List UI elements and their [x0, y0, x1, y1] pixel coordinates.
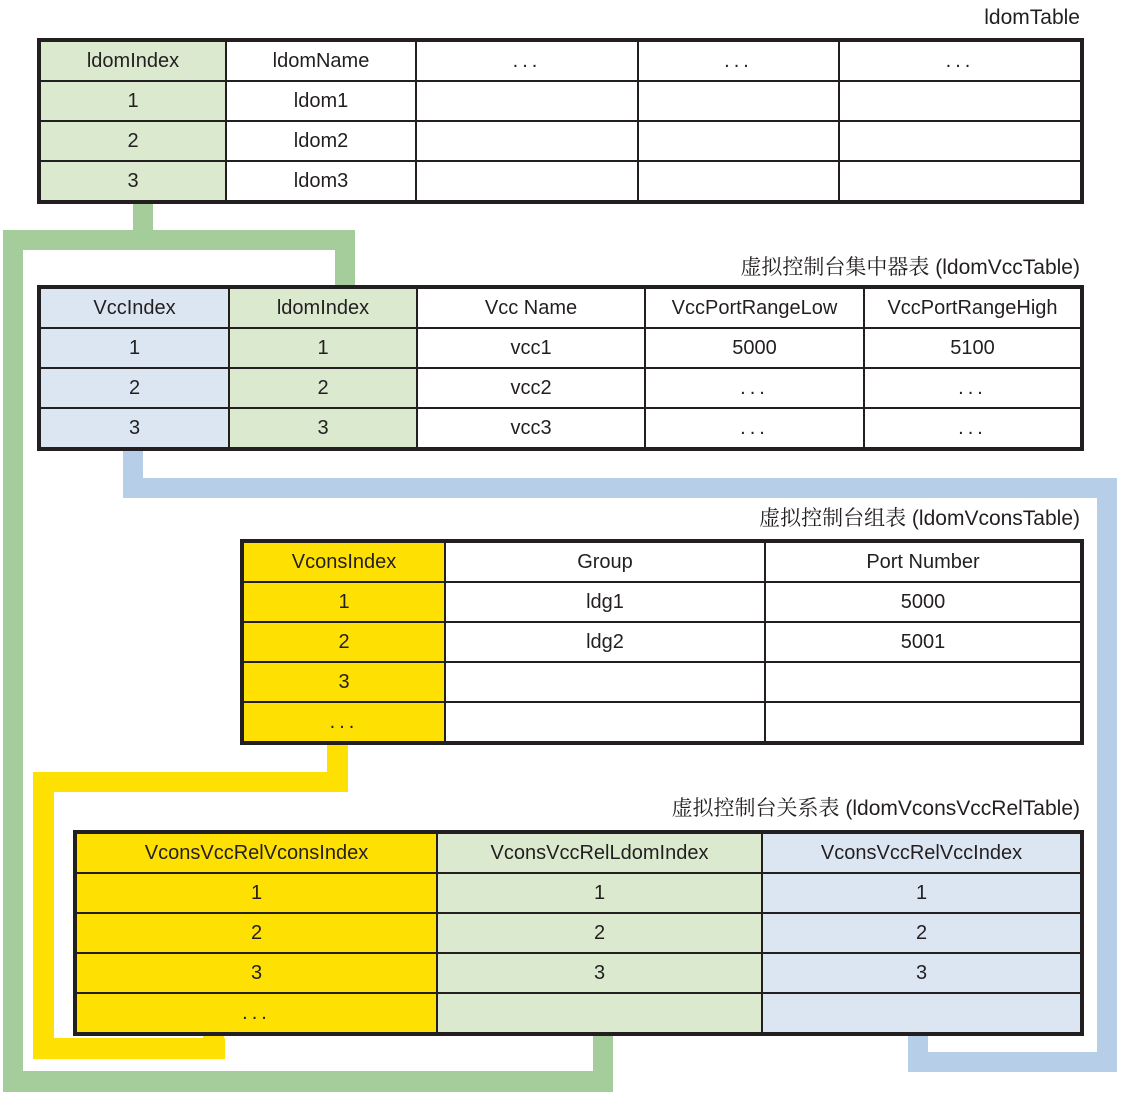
ldom-table-title: ldomTable [984, 6, 1080, 29]
data-cell: 1 [242, 582, 445, 622]
column-header-cell: VconsVccRelVconsIndex [75, 832, 437, 873]
table-row [39, 328, 1082, 368]
column-header-cell: VccPortRangeLow [645, 287, 864, 328]
column-header-cell: ... [638, 40, 839, 81]
data-cell: ... [75, 993, 437, 1034]
data-cell [839, 161, 1082, 202]
ldom-vcons-table [240, 539, 1084, 745]
table-row [242, 582, 1082, 622]
data-cell: 3 [762, 953, 1082, 993]
column-header-cell: ldomIndex [39, 40, 226, 81]
data-cell [839, 81, 1082, 121]
data-cell: vcc3 [417, 408, 645, 449]
table-row [75, 832, 1082, 873]
table-body [39, 328, 1082, 449]
table-row [39, 287, 1082, 328]
data-cell [416, 161, 638, 202]
column-header-cell: VccIndex [39, 287, 229, 328]
column-header-cell: VconsVccRelLdomIndex [437, 832, 762, 873]
data-cell: 2 [437, 913, 762, 953]
table-row [39, 408, 1082, 449]
ldom-table [37, 38, 1084, 204]
data-cell: ... [645, 408, 864, 449]
ldom-vcons-vcc-rel-table [73, 830, 1084, 1036]
data-cell [765, 662, 1082, 702]
green-connector-bottom-band [3, 1071, 613, 1092]
data-cell: 3 [437, 953, 762, 993]
green-connector-left-rail [3, 230, 23, 1092]
data-cell: ... [645, 368, 864, 408]
table-row [75, 873, 1082, 913]
table-header [75, 832, 1082, 873]
data-cell: ldg2 [445, 622, 765, 662]
table-header [39, 287, 1082, 328]
data-cell: 1 [75, 873, 437, 913]
data-cell: vcc1 [417, 328, 645, 368]
data-cell [762, 993, 1082, 1034]
blue-connector-middle-band [123, 478, 1117, 498]
column-header-cell: ... [416, 40, 638, 81]
table-row [75, 913, 1082, 953]
table-header [39, 40, 1082, 81]
column-header-cell: VccPortRangeHigh [864, 287, 1082, 328]
blue-connector-bottom-band [908, 1052, 1117, 1072]
ldom-vcc-table [37, 285, 1084, 451]
green-connector-top-band [3, 230, 355, 250]
data-cell: 1 [437, 873, 762, 913]
data-cell: 5001 [765, 622, 1082, 662]
data-cell: ldom2 [226, 121, 416, 161]
data-cell: 3 [39, 408, 229, 449]
table-row [39, 368, 1082, 408]
table-row [39, 161, 1082, 202]
table-row [242, 541, 1082, 582]
data-cell: 2 [762, 913, 1082, 953]
data-cell: ldg1 [445, 582, 765, 622]
data-cell: 1 [39, 328, 229, 368]
column-header-cell: Vcc Name [417, 287, 645, 328]
column-header-cell: Group [445, 541, 765, 582]
data-cell: 1 [762, 873, 1082, 913]
table-row [242, 702, 1082, 743]
yellow-connector-left-rail [33, 772, 54, 1059]
data-cell [765, 702, 1082, 743]
ldom-vcons-vcc-rel-table-title: 虚拟控制台关系表 (ldomVconsVccRelTable) [671, 797, 1080, 820]
data-cell: 3 [229, 408, 417, 449]
data-cell: 5000 [645, 328, 864, 368]
data-cell: 2 [242, 622, 445, 662]
data-cell: ... [864, 368, 1082, 408]
column-header-cell: ldomIndex [229, 287, 417, 328]
yellow-connector-bottom-band [33, 1038, 225, 1059]
yellow-connector-middle-band [33, 772, 348, 792]
data-cell: ldom3 [226, 161, 416, 202]
ldom-vcc-table-title: 虚拟控制台集中器表 (ldomVccTable) [740, 256, 1080, 279]
data-cell: vcc2 [417, 368, 645, 408]
data-cell [839, 121, 1082, 161]
data-cell: ... [864, 408, 1082, 449]
data-cell: 5000 [765, 582, 1082, 622]
table-row [39, 40, 1082, 81]
table-row [242, 622, 1082, 662]
column-header-cell: VconsVccRelVccIndex [762, 832, 1082, 873]
column-header-cell: ldomName [226, 40, 416, 81]
data-cell [638, 161, 839, 202]
data-cell [416, 81, 638, 121]
blue-connector-right-rail [1097, 478, 1117, 1072]
data-cell: ... [242, 702, 445, 743]
table-body [75, 873, 1082, 1034]
data-cell: 5100 [864, 328, 1082, 368]
data-cell [437, 993, 762, 1034]
data-cell: 1 [39, 81, 226, 121]
data-cell: 2 [75, 913, 437, 953]
table-row [75, 993, 1082, 1034]
table-header [242, 541, 1082, 582]
column-header-cell: VconsIndex [242, 541, 445, 582]
table-row [242, 662, 1082, 702]
data-cell: 2 [39, 368, 229, 408]
data-cell: 2 [229, 368, 417, 408]
column-header-cell: Port Number [765, 541, 1082, 582]
data-cell [638, 81, 839, 121]
ldom-vcons-table-title: 虚拟控制台组表 (ldomVconsTable) [759, 507, 1080, 530]
data-cell: 1 [229, 328, 417, 368]
table-row [75, 953, 1082, 993]
data-cell: 2 [39, 121, 226, 161]
data-cell [445, 702, 765, 743]
column-header-cell: ... [839, 40, 1082, 81]
data-cell: 3 [75, 953, 437, 993]
data-cell [638, 121, 839, 161]
green-connector-drop-to-vcctable [335, 250, 355, 288]
data-cell [416, 121, 638, 161]
table-row [39, 81, 1082, 121]
table-row [39, 121, 1082, 161]
data-cell [445, 662, 765, 702]
data-cell: 3 [39, 161, 226, 202]
table-body [242, 582, 1082, 743]
table-body [39, 81, 1082, 202]
data-cell: ldom1 [226, 81, 416, 121]
data-cell: 3 [242, 662, 445, 702]
